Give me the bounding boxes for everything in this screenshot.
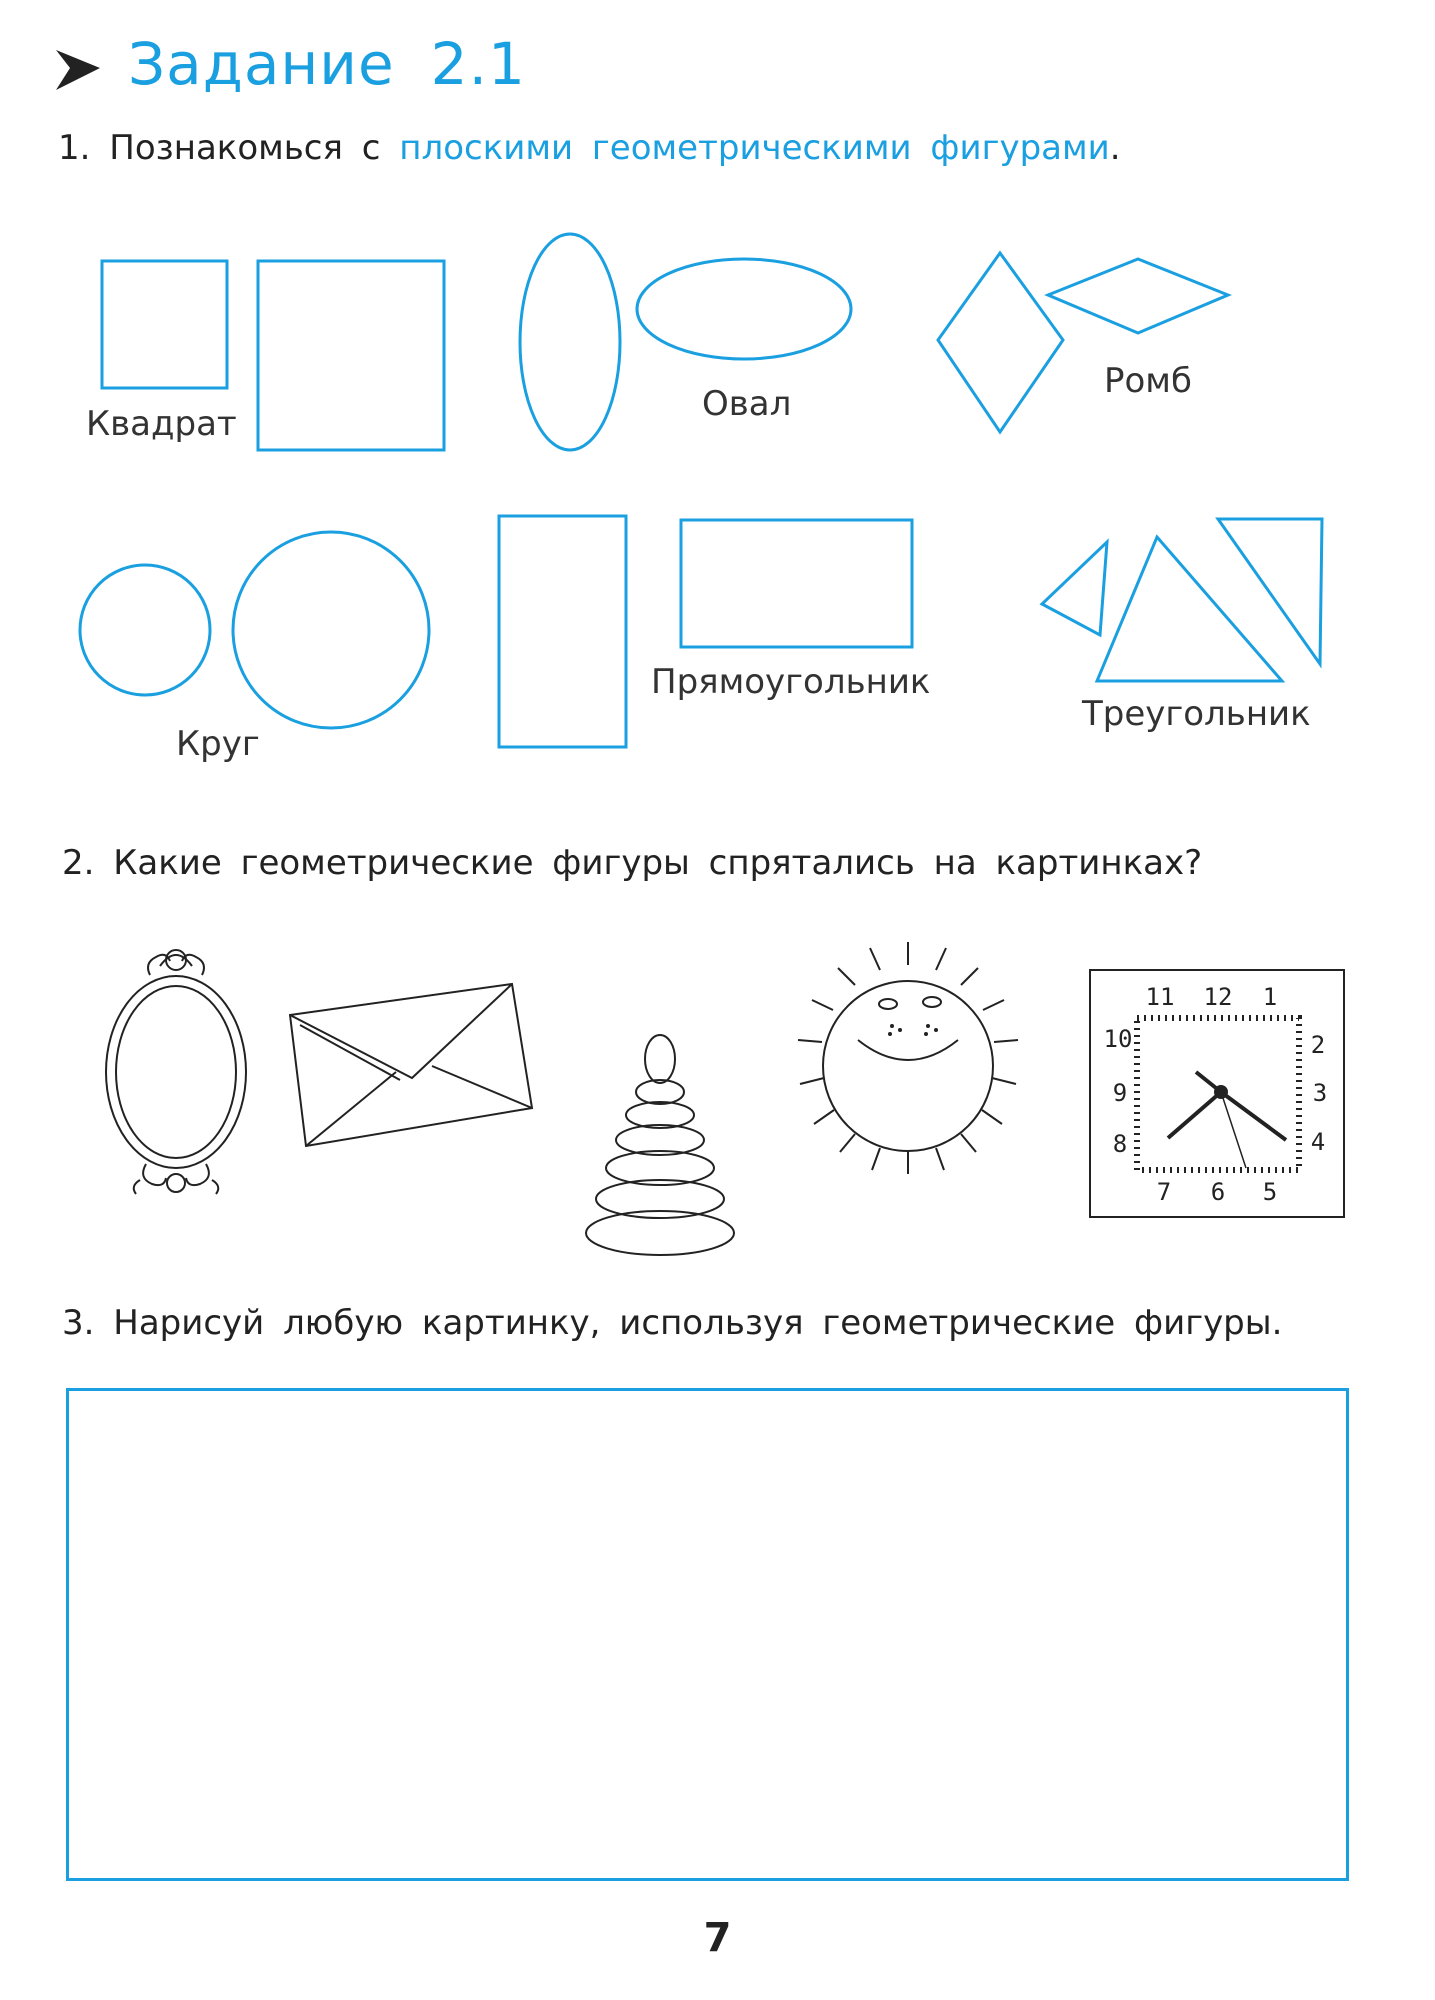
clock-number-6: 6 [1210, 1178, 1226, 1206]
small-triangle-shape [1042, 542, 1107, 635]
task3-text: Нарисуй любую картинку, используя геометрические фигуры. [113, 1303, 1283, 1343]
envelope-picture [290, 984, 532, 1146]
small-circle-shape [80, 565, 210, 695]
vertical-oval-shape [520, 234, 620, 450]
page-number: 7 [703, 1915, 732, 1961]
task1-period: . [1109, 128, 1121, 168]
large-square-shape [258, 261, 444, 450]
vertical-rhombus-shape [938, 253, 1063, 432]
label-square: Квадрат [86, 404, 237, 444]
horizontal-oval-shape [637, 259, 851, 359]
label-triangle: Треугольник [1082, 694, 1311, 734]
vertical-rectangle-shape [499, 516, 626, 747]
label-rectangle: Прямоугольник [651, 662, 931, 702]
task2-number: 2. [62, 843, 95, 883]
sun-picture [798, 942, 1018, 1174]
mirror-picture [106, 950, 246, 1194]
label-rhombus: Ромб [1104, 361, 1192, 401]
task3-number: 3. [62, 1303, 95, 1343]
clock-number-10: 10 [1103, 1025, 1133, 1053]
task1-highlight: плоскими геометрическими фигурами [399, 128, 1110, 168]
medium-triangle-shape [1097, 537, 1282, 681]
horizontal-rectangle-shape [681, 520, 912, 647]
right-triangle-shape [1218, 519, 1322, 664]
task3-instruction [62, 1303, 1282, 1343]
clock-number-3: 3 [1312, 1079, 1328, 1107]
label-circle: Круг [176, 724, 260, 764]
clock-number-2: 2 [1310, 1031, 1326, 1059]
horizontal-rhombus-shape [1048, 259, 1228, 333]
task1-text: Познакомься с [109, 128, 381, 168]
task-title-number: 2.1 [430, 30, 526, 98]
task2-text: Какие геометрические фигуры спрятались на картинках? [113, 843, 1203, 883]
clock-number-12: 12 [1203, 983, 1233, 1011]
task-title-label: Задание [128, 30, 395, 98]
clock-number-4: 4 [1310, 1128, 1326, 1156]
clock-number-9: 9 [1112, 1079, 1128, 1107]
clock-number-1: 1 [1262, 983, 1278, 1011]
task1-number: 1. [58, 128, 91, 168]
drawing-area[interactable] [66, 1388, 1349, 1881]
small-square-shape [102, 261, 227, 388]
clock-number-11: 11 [1145, 983, 1175, 1011]
large-circle-shape [233, 532, 429, 728]
pyramid-toy-picture [586, 1035, 734, 1255]
task2-instruction [62, 843, 1202, 883]
clock-number-5: 5 [1262, 1178, 1278, 1206]
clock-number-7: 7 [1156, 1178, 1172, 1206]
label-oval: Овал [702, 384, 792, 424]
clock-number-8: 8 [1112, 1130, 1128, 1158]
